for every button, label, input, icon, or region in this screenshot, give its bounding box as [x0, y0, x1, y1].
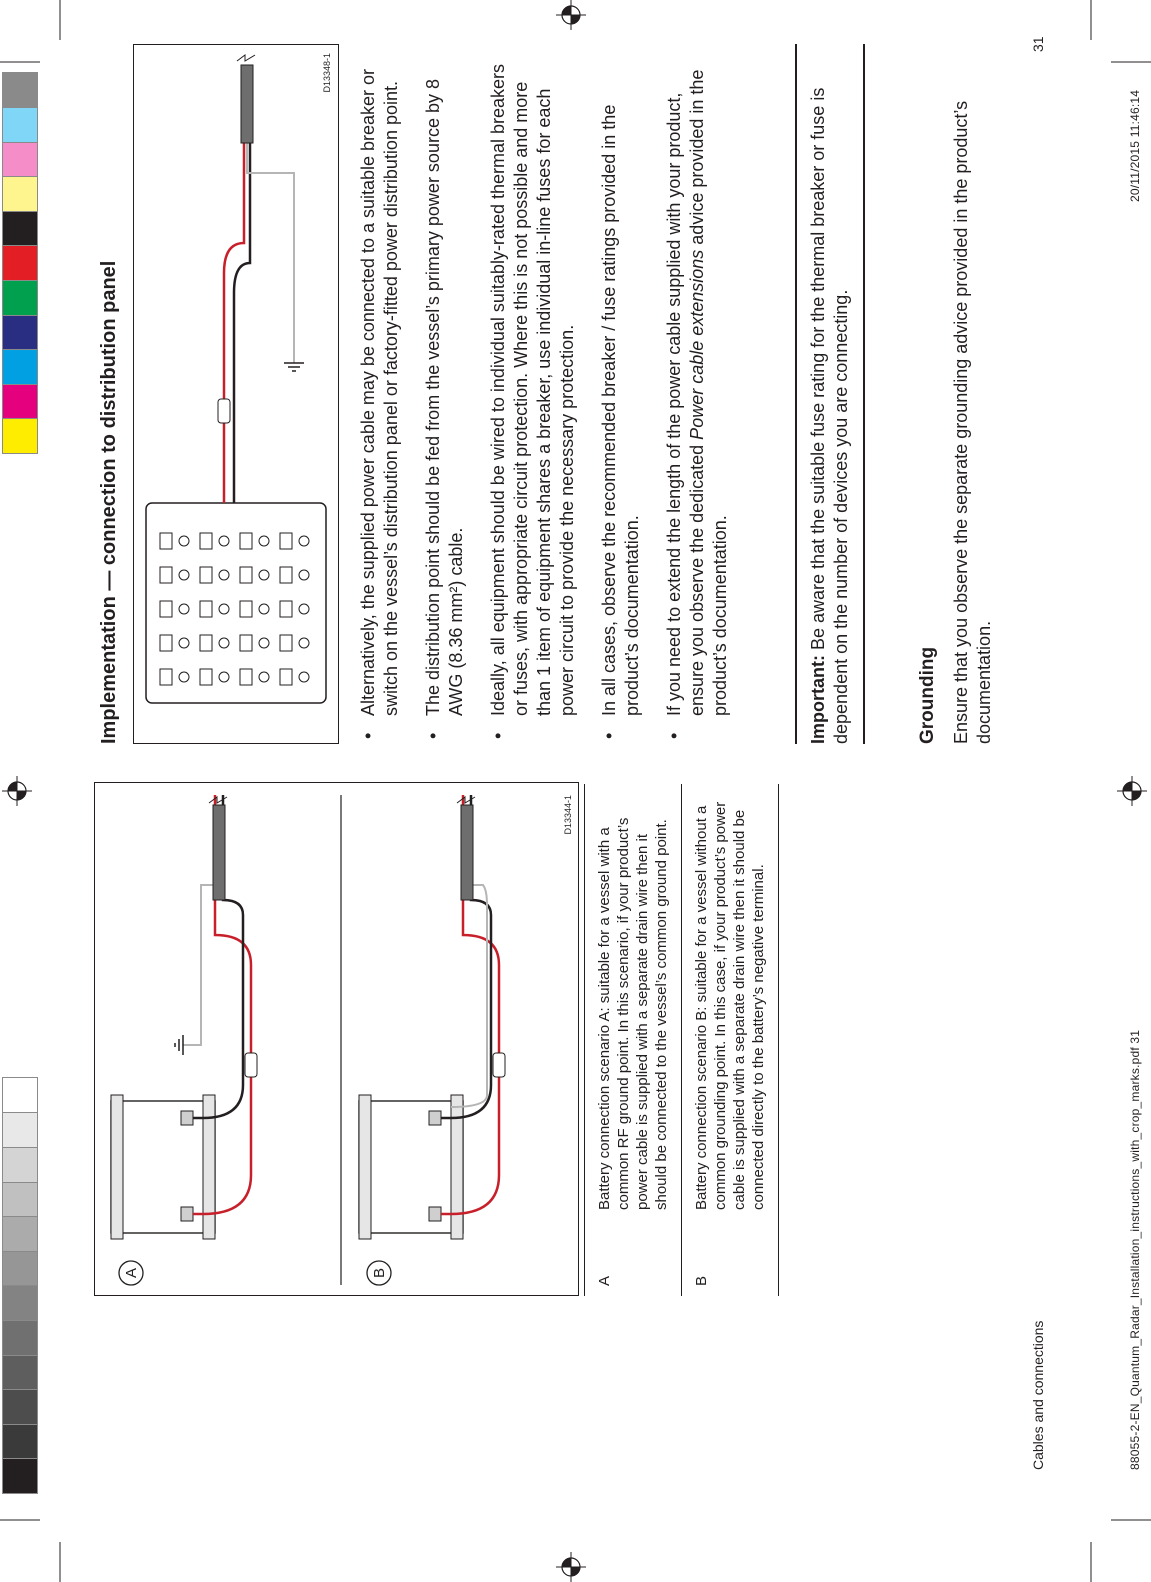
grounding-title: Grounding [917, 646, 938, 744]
distribution-panel-diagram [133, 44, 339, 744]
footer-page-number: 31 [1030, 36, 1046, 52]
scenario-description: Battery connection scenario B: suitable for a vessel without a common grounding point. In this case, if your product’s power cable is supplied with a separate drain wire then it should be connected directly to the battery’s negative terminal. [682, 784, 779, 1218]
scenario-key: A [585, 1218, 682, 1296]
battery-wiring-illustration [94, 784, 577, 1296]
panel-switch [240, 635, 252, 651]
panel-indicator [219, 570, 229, 580]
scenario-key: B [682, 1218, 779, 1296]
panel-indicator [179, 672, 189, 682]
color-swatch [2, 1389, 38, 1425]
panel-indicator [299, 672, 309, 682]
important-label: Important: [808, 655, 828, 744]
panel-switch [200, 601, 212, 617]
cable-break [237, 55, 255, 61]
panel-indicator [299, 536, 309, 546]
panel-switch [200, 635, 212, 651]
panel-indicator [219, 604, 229, 614]
list-item: • In all cases, observe the recommended breaker / fuse ratings provided in the product’s documentation. [598, 44, 644, 744]
color-swatch [2, 314, 38, 350]
power-cable [241, 65, 253, 143]
color-swatch [2, 1458, 38, 1494]
color-swatch [2, 1077, 38, 1113]
registration-mark-icon [556, 1552, 586, 1582]
color-swatch [2, 245, 38, 281]
color-swatch [2, 141, 38, 177]
grounding-text: Ensure that you observe the separate grounding advice provided in the product’s documentation. [951, 100, 994, 744]
footer-section-name: Cables and connections [1030, 1320, 1046, 1470]
figure-code: D13348-1 [322, 53, 332, 93]
panel-switch [160, 533, 172, 549]
panel-indicator [179, 638, 189, 648]
color-swatch [2, 1423, 38, 1459]
panel-indicator [299, 638, 309, 648]
table-row [585, 784, 682, 1296]
color-swatch [2, 1147, 38, 1183]
print-slug-file: 88055-2-EN_Quantum_Radar_Installation_instructions_with_crop_marks.pdf 31 [1128, 1029, 1142, 1470]
list-item: • Alternatively, the supplied power cable may be connected to a suitable breaker or switch on the vessel’s distribution panel or factory-fitted power distribution point. [357, 44, 403, 744]
panel-switch [160, 669, 172, 685]
inline-fuse [218, 399, 230, 423]
print-slug-date: 20/11/2015 11:46:14 [1128, 89, 1142, 202]
color-swatch [2, 176, 38, 212]
panel-switch [240, 669, 252, 685]
panel-switch [200, 567, 212, 583]
panel-switch [160, 635, 172, 651]
panel-switch [200, 533, 212, 549]
color-swatch [2, 1285, 38, 1321]
panel-indicator [259, 672, 269, 682]
color-swatch [2, 1354, 38, 1390]
panel-indicator [219, 536, 229, 546]
registration-mark-icon [1117, 776, 1147, 806]
panel-indicator [259, 570, 269, 580]
panel-indicator [219, 638, 229, 648]
color-swatch [2, 1181, 38, 1217]
table-row [682, 784, 779, 1296]
panel-switch [280, 567, 292, 583]
color-swatch [2, 1320, 38, 1356]
registration-mark-icon [556, 0, 586, 30]
panel-indicator [259, 536, 269, 546]
important-note [795, 44, 865, 744]
panel-indicator [299, 604, 309, 614]
panel-switch [280, 635, 292, 651]
scenario-letter: A [123, 1267, 140, 1279]
distribution-panel-icon [146, 503, 326, 703]
panel-switch [240, 601, 252, 617]
drain-wire [247, 143, 294, 363]
panel-switch [200, 669, 212, 685]
color-swatch [2, 1250, 38, 1286]
color-swatch [2, 1112, 38, 1148]
panel-switch [160, 567, 172, 583]
panel-indicator [259, 604, 269, 614]
color-swatch [2, 383, 38, 419]
panel-indicator [259, 638, 269, 648]
scenario-letter: B [371, 1267, 388, 1279]
panel-indicator [179, 604, 189, 614]
list-item: • Ideally, all equipment should be wired to individual suitably-rated thermal breakers or fuses, with appropriate circuit protection. Where this is not possible and more than 1 item of equipment shares a breaker, use individual in-line fuses for each power circuit to provide the necessary protection. [487, 44, 579, 744]
list-item: • If you need to extend the length of the power cable supplied with your product, ensure you observe the dedicated Power cable extensions advice provided in the product’s documentation. [663, 44, 732, 744]
panel-indicator [179, 536, 189, 546]
panel-switch [280, 601, 292, 617]
panel-switch [240, 567, 252, 583]
color-swatch [2, 1216, 38, 1252]
color-swatch [2, 72, 38, 108]
list-item: • The distribution point should be fed from the vessel’s primary power source by 8 AWG (8.36 mm²) cable. [422, 44, 468, 744]
panel-indicator [299, 570, 309, 580]
negative-wire [234, 143, 250, 503]
registration-mark-icon [2, 776, 32, 806]
color-swatch [2, 418, 38, 454]
important-text: Be aware that the suitable fuse rating for the thermal breaker or fuse is dependent on the number of devices you are connecting. [808, 87, 851, 744]
color-swatch [2, 280, 38, 316]
panel-switch [280, 669, 292, 685]
panel-indicator [219, 672, 229, 682]
panel-switch [160, 601, 172, 617]
italic-reference: Power cable extensions [687, 249, 707, 440]
color-swatch [2, 210, 38, 246]
panel-indicator [179, 570, 189, 580]
color-swatch [2, 349, 38, 385]
color-swatch [2, 107, 38, 143]
panel-switch [240, 533, 252, 549]
section-title: Implementation — connection to distribution panel [98, 260, 120, 744]
scenario-description: Battery connection scenario A: suitable for a vessel with a common RF ground point. In this scenario, if your product’s power cable is supplied with a separate drain wire then it should be connected to the vessel’s common ground point. [585, 784, 682, 1218]
scenario-table [584, 784, 779, 1296]
panel-switch [280, 533, 292, 549]
figure-code: D13344-1 [563, 795, 573, 835]
bullet-list [357, 44, 751, 744]
